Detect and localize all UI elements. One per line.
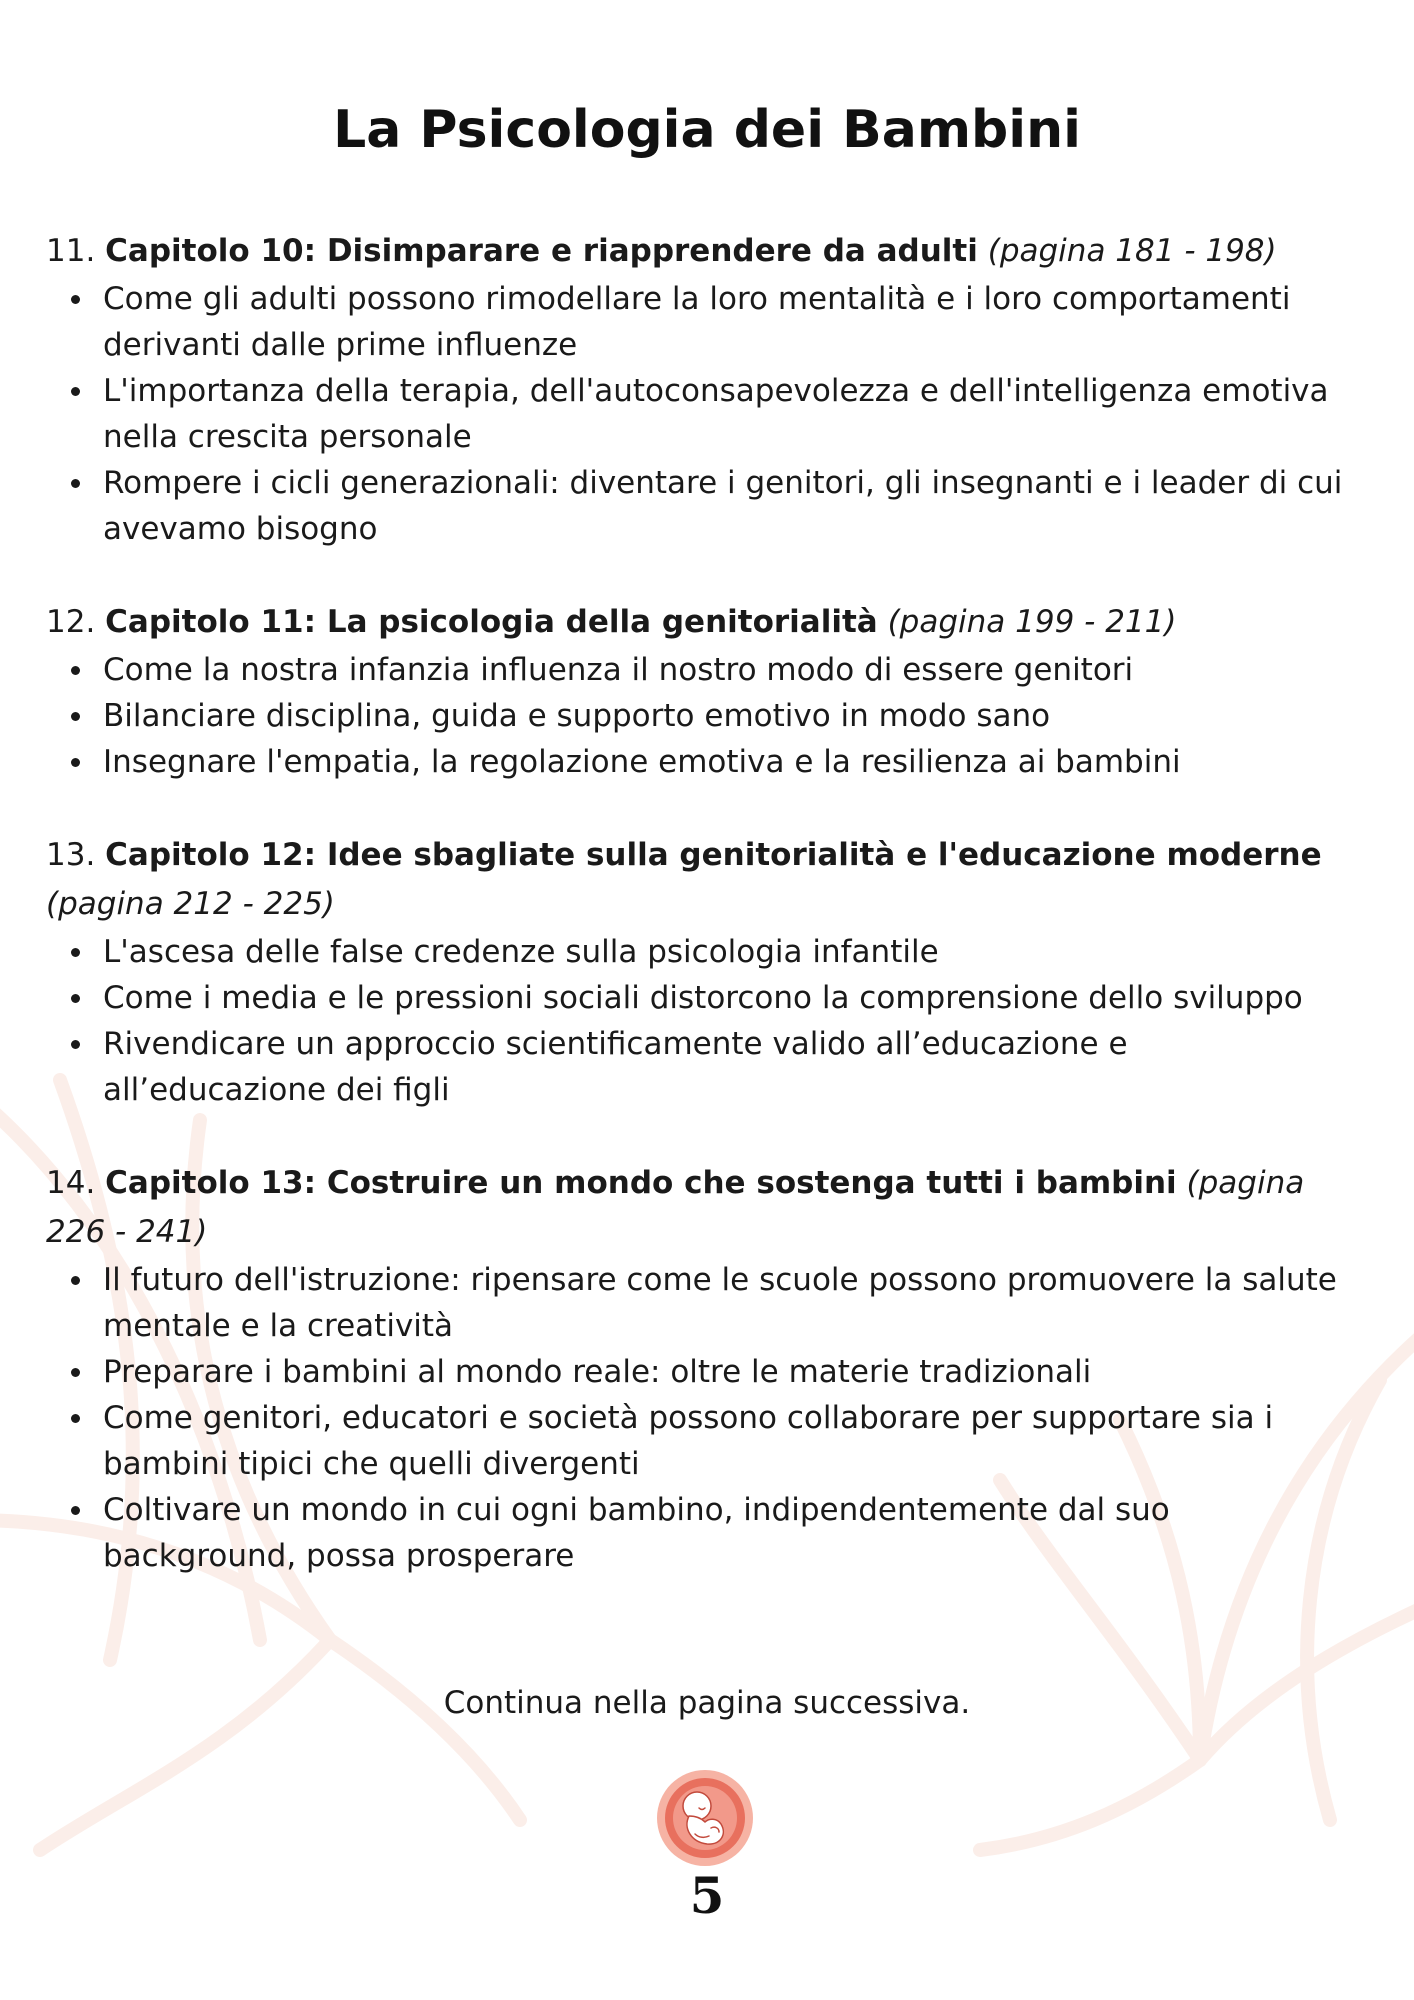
chapter-title: Capitolo 13: Costruire un mondo che sostenga tutti i bambini bbox=[105, 1165, 1177, 1201]
embryo-icon bbox=[655, 1768, 755, 1868]
document-title: La Psicologia dei Bambini bbox=[333, 100, 1081, 160]
chapter-heading bbox=[46, 831, 1346, 929]
chapter-title: Capitolo 11: La psicologia della genitorialità bbox=[105, 604, 878, 640]
chapter-title: Capitolo 10: Disimparare e riapprendere da adulti bbox=[105, 233, 978, 269]
bullet-item: Come i media e le pressioni sociali distorcono la comprensione dello sviluppo bbox=[103, 975, 1346, 1021]
chapter-bullets bbox=[46, 929, 1346, 1113]
page-number: 5 bbox=[689, 1866, 725, 1925]
chapter-entry bbox=[46, 598, 1346, 785]
bullet-item: Bilanciare disciplina, guida e supporto emotivo in modo sano bbox=[103, 693, 1346, 739]
bullet-item: Rompere i cicli generazionali: diventare i genitori, gli insegnanti e i leader di cui avevamo bisogno bbox=[103, 460, 1346, 552]
chapter-entry bbox=[46, 831, 1346, 1113]
bullet-item: L'ascesa delle false credenze sulla psicologia infantile bbox=[103, 929, 1346, 975]
chapter-list bbox=[46, 227, 1346, 1625]
chapter-number: 12. bbox=[46, 604, 96, 640]
chapter-number: 11. bbox=[46, 233, 96, 269]
chapter-bullets bbox=[46, 1257, 1346, 1579]
chapter-heading bbox=[46, 1159, 1346, 1257]
chapter-number: 14. bbox=[46, 1165, 96, 1201]
bullet-item: Come gli adulti possono rimodellare la loro mentalità e i loro comportamenti derivanti dalle prime influenze bbox=[103, 276, 1346, 368]
chapter-heading bbox=[46, 227, 1346, 276]
chapter-pages: (pagina 212 - 225) bbox=[46, 886, 335, 922]
continue-note: Continua nella pagina successiva. bbox=[443, 1685, 971, 1721]
chapter-pages: (pagina 199 - 211) bbox=[887, 604, 1177, 640]
chapter-title: Capitolo 12: Idee sbagliate sulla genitorialità e l'educazione moderne bbox=[105, 837, 1322, 873]
chapter-entry bbox=[46, 227, 1346, 552]
bullet-item: L'importanza della terapia, dell'autoconsapevolezza e dell'intelligenza emotiva nella crescita personale bbox=[103, 368, 1346, 460]
bullet-item: Il futuro dell'istruzione: ripensare come le scuole possono promuovere la salute mentale e la creatività bbox=[103, 1257, 1346, 1349]
chapter-bullets bbox=[46, 276, 1346, 552]
chapter-pages: (pagina 226 - 241) bbox=[46, 1165, 1305, 1250]
chapter-heading bbox=[46, 598, 1346, 647]
chapter-entry bbox=[46, 1159, 1346, 1579]
bullet-item: Come la nostra infanzia influenza il nostro modo di essere genitori bbox=[103, 647, 1346, 693]
chapter-bullets bbox=[46, 647, 1346, 785]
bullet-item: Come genitori, educatori e società possono collaborare per supportare sia i bambini tipici che quelli divergenti bbox=[103, 1395, 1346, 1487]
bullet-item: Insegnare l'empatia, la regolazione emotiva e la resilienza ai bambini bbox=[103, 739, 1346, 785]
bullet-item: Rivendicare un approccio scientificamente valido all’educazione e all’educazione dei figli bbox=[103, 1021, 1346, 1113]
chapter-pages: (pagina 181 - 198) bbox=[987, 233, 1277, 269]
chapter-number: 13. bbox=[46, 837, 96, 873]
bullet-item: Coltivare un mondo in cui ogni bambino, indipendentemente dal suo background, possa prosperare bbox=[103, 1487, 1346, 1579]
bullet-item: Preparare i bambini al mondo reale: oltre le materie tradizionali bbox=[103, 1349, 1346, 1395]
